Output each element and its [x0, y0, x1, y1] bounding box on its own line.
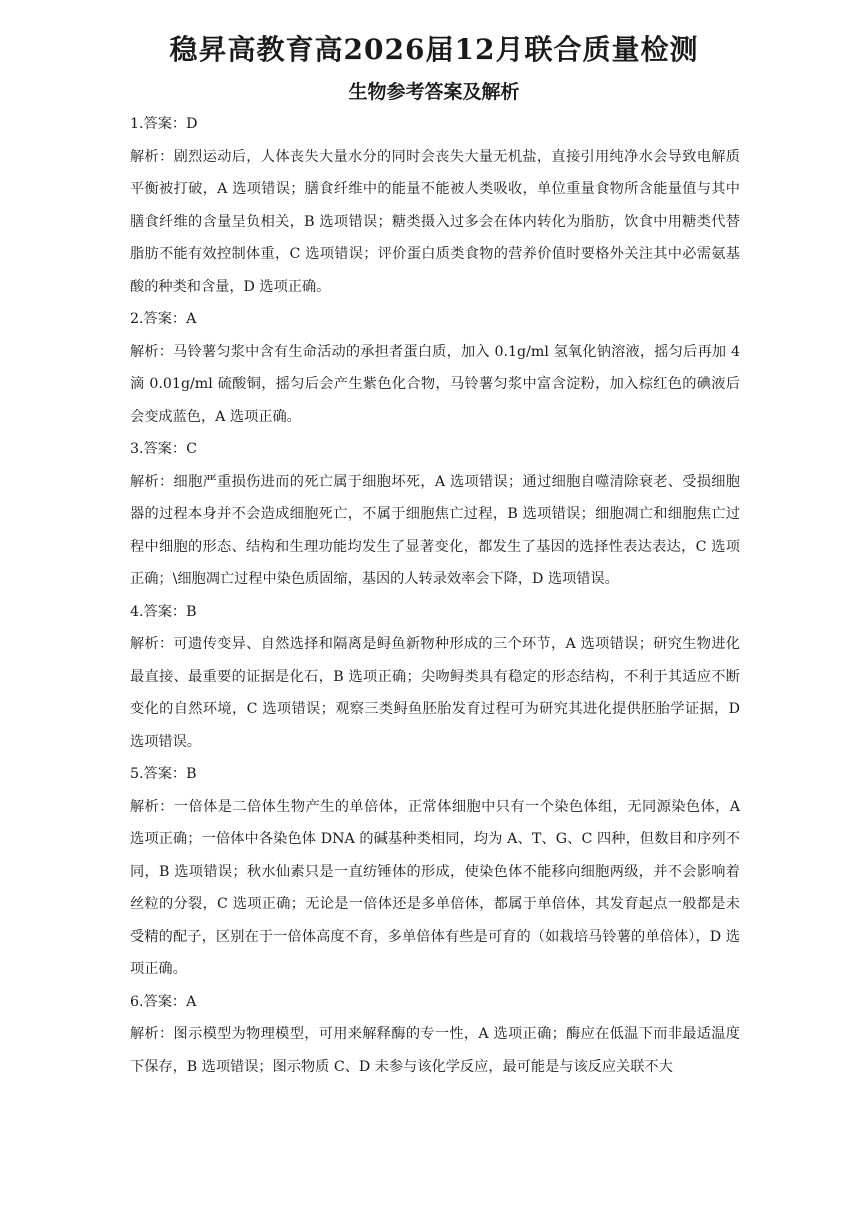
- explanation-paragraph: 解析：图示模型为物理模型，可用来解释酶的专一性，A 选项正确；酶应在低温下而非最适温度下保存，B 选项错误；图示物质 C、D 未参与该化学反应，最可能是与该反应关联不大: [130, 1026, 740, 1075]
- explanation-paragraph: 解析：马铃薯匀浆中含有生命活动的承担者蛋白质，加入 0.1g/ml 氢氧化钠溶液，摇匀后再加 4 滴 0.01g/ml 硫酸铜，摇匀后会产生紫色化合物，马铃薯匀浆中富含淀粉，加入棕红色的碘液后会变成蓝色，A 选项正确。: [130, 343, 740, 425]
- answer-line: 4.答案：B: [130, 603, 197, 620]
- question-2: [130, 303, 740, 433]
- answer-line: 2.答案：A: [130, 311, 197, 327]
- answer-line: 1.答案：D: [130, 116, 198, 132]
- question-1: [130, 108, 740, 303]
- explanation-paragraph: 解析：可遗传变异、自然选择和隔离是鲟鱼新物种形成的三个环节，A 选项错误；研究生物进化最直接、最重要的证据是化石，B 选项正确；尖吻鲟类具有稳定的形态结构，不利于其适应不断变化的自然环境，C 选项错误；观察三类鲟鱼胚胎发育过程可为研究其进化提供胚胎学证据，D 选项错误。: [130, 636, 740, 750]
- answer-list: [130, 108, 740, 1083]
- explanation-paragraph: 解析：细胞严重损伤进而的死亡属于细胞坏死，A 选项错误；通过细胞自噬清除衰老、受损细胞器的过程本身并不会造成细胞死亡，不属于细胞焦亡过程，B 选项错误；细胞凋亡和细胞焦亡过程中细胞的形态、结构和生理功能均发生了显著变化，都发生了基因的选择性表达表达，C 选项正确；\细胞凋亡过程中染色质固缩，基因的人转录效率会下降，D 选项错误。: [130, 473, 740, 587]
- question-6: [130, 986, 740, 1084]
- answer-line: 5.答案：B: [130, 766, 197, 782]
- explanation-paragraph: 解析：剧烈运动后，人体丧失大量水分的同时会丧失大量无机盐，直接引用纯净水会导致电解质平衡被打破，A 选项错误；膳食纤维中的能量不能被人类吸收，单位重量食物所含能量值与其中膳食纤维的含量呈负相关，B 选项错误；糖类摄入过多会在体内转化为脂肪，饮食中用糖类代替脂肪不能有效控制体重，C 选项错误；评价蛋白质类食物的营养价值时要格外关注其中必需氨基酸的种类和含量，D 选项正确。: [130, 148, 740, 295]
- answer-line: 3.答案：C: [130, 441, 197, 457]
- page-title: 稳昇高教育高2026届12月联合质量检测: [169, 33, 699, 66]
- question-5: [130, 758, 740, 986]
- question-3: [130, 433, 740, 596]
- answer-line: 6.答案：A: [130, 993, 197, 1010]
- page-subtitle: 生物参考答案及解析: [348, 81, 520, 103]
- explanation-paragraph: 解析：一倍体是二倍体生物产生的单倍体，正常体细胞中只有一个染色体组，无同源染色体，A 选项正确；一倍体中各染色体 DNA 的碱基种类相同，均为 A、T、G、C 四种，但数目和序列不同，B 选项错误；秋水仙素只是一直纺锤体的形成，使染色体不能移向细胞两级，并不会影响着丝粒的分裂，C 选项正确；无论是一倍体还是多单倍体，都属于单倍体，其发育起点一般都是未受精的配子，区别在于一倍体高度不育，多单倍体有些是可育的（如栽培马铃薯的单倍体），D 选项正确。: [130, 798, 740, 977]
- question-4: [130, 596, 740, 759]
